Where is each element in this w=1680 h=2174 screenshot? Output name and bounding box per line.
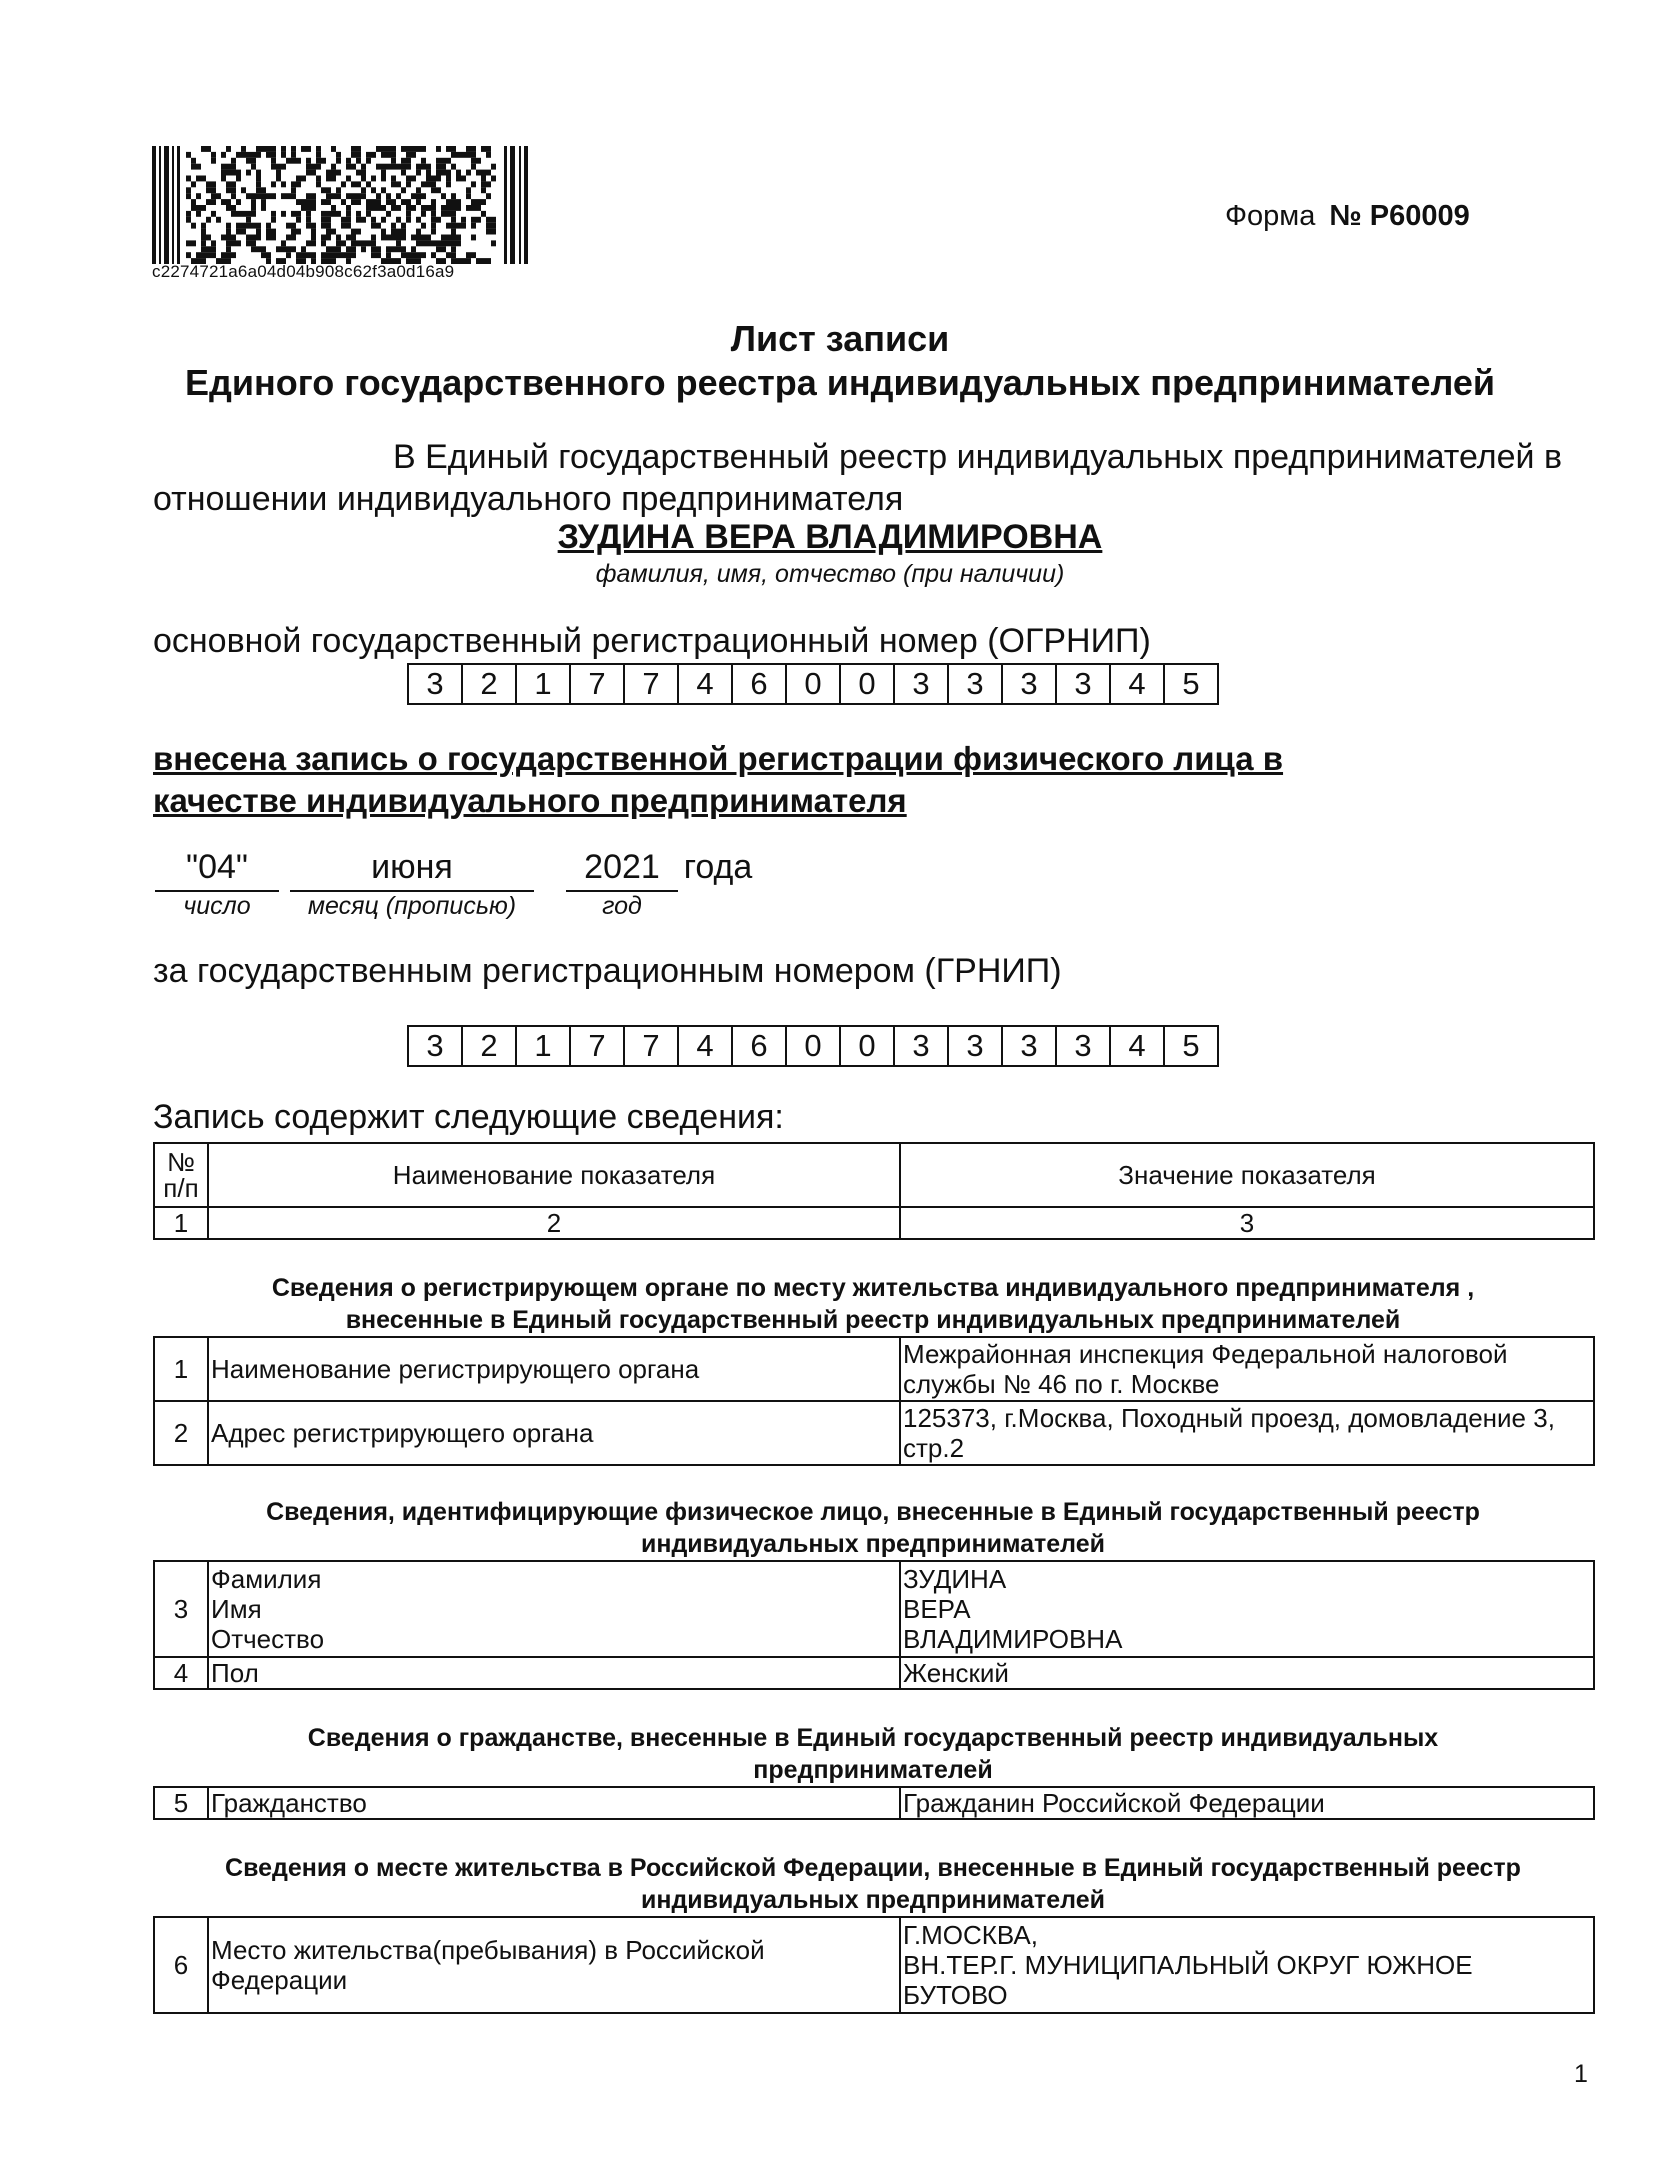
header-numbers-row: [154, 1207, 1594, 1239]
ogrnip-digit: 7: [569, 665, 623, 703]
first-name-label: Имя: [211, 1594, 262, 1624]
row-number: 6: [154, 1917, 208, 2013]
table-row: [154, 1561, 1594, 1657]
document-title-line2: Единого государственного реестра индивидуальных предпринимателей: [184, 362, 1496, 403]
grnip-digit: 5: [1163, 1027, 1217, 1065]
date-year-caption: год: [602, 892, 642, 920]
section-title-residence: [153, 1852, 1593, 1916]
row-name: Место жительства(пребывания) в Российской Федерации: [208, 1917, 900, 2013]
barcode-image: [152, 146, 532, 264]
grnip-digit: 3: [947, 1027, 1001, 1065]
ogrnip-digit: 6: [731, 665, 785, 703]
grnip-label: за государственным регистрационным номером (ГРНИП): [153, 952, 1062, 990]
page-number: 1: [1574, 2060, 1588, 2088]
row-name: Наименование регистрирующего органа: [208, 1337, 900, 1401]
first-name-value: ВЕРА: [903, 1594, 971, 1624]
section1-title-line2: внесенные в Единый государственный реестр индивидуальных предпринимателей: [345, 1306, 1401, 1334]
ogrnip-digit: 3: [426, 666, 444, 701]
entry-line1: внесена запись о государственной регистрации физического лица в: [153, 740, 1284, 777]
header-col-value: Значение показателя: [900, 1143, 1594, 1207]
grnip-digit: 3: [893, 1027, 947, 1065]
residence-line2: ВН.ТЕР.Г. МУНИЦИПАЛЬНЫЙ ОКРУГ ЮЖНОЕ: [903, 1950, 1473, 1980]
grnip-digit: 3: [1055, 1027, 1109, 1065]
section4-title-line2: индивидуальных предпринимателей: [640, 1886, 1106, 1914]
patronymic-value: ВЛАДИМИРОВНА: [903, 1624, 1123, 1654]
table-row: [154, 1787, 1594, 1819]
header-table: [153, 1142, 1595, 1240]
ogrnip-digit: 4: [1109, 665, 1163, 703]
grnip-digit: 7: [569, 1027, 623, 1065]
section4-table: [153, 1916, 1595, 2014]
date-day: "04": [186, 848, 248, 886]
grnip-digit: 0: [785, 1027, 839, 1065]
grnip-digit: 3: [1001, 1027, 1055, 1065]
intro-line1: В Единый государственный реестр индивидуальных предпринимателей в: [393, 438, 1563, 476]
row-number: 5: [154, 1787, 208, 1819]
ogrnip-digit: 1: [515, 665, 569, 703]
ogrnip-digit: 4: [677, 665, 731, 703]
header-col-number: № п/п: [154, 1143, 208, 1207]
header-num-1: 1: [154, 1207, 208, 1239]
grnip-digit: 2: [461, 1027, 515, 1065]
grnip-digit: 0: [839, 1027, 893, 1065]
row-value: Женский: [900, 1657, 1594, 1689]
row-name: [208, 1561, 900, 1657]
date-month: июня: [371, 848, 453, 886]
section2-title-line2: индивидуальных предпринимателей: [640, 1530, 1106, 1558]
ogrnip-digit-boxes: [407, 663, 1219, 705]
ogrnip-digit: 3: [893, 665, 947, 703]
row-name: Гражданство: [208, 1787, 900, 1819]
surname-value: ЗУДИНА: [903, 1564, 1007, 1594]
form-label-text: Форма: [1225, 200, 1316, 232]
ogrnip-digit: 3: [1055, 665, 1109, 703]
row-value: [900, 1561, 1594, 1657]
form-label: [1225, 200, 1470, 233]
form-number: № Р60009: [1329, 200, 1470, 232]
row-value: [900, 1917, 1594, 2013]
row-value: Межрайонная инспекция Федеральной налоговой службы № 46 по г. Москве: [900, 1337, 1594, 1401]
section-title-registering-authority: [153, 1272, 1593, 1336]
table-row: [154, 1401, 1594, 1465]
section3-title-line1: Сведения о гражданстве, внесенные в Единый государственный реестр индивидуальных: [307, 1724, 1439, 1752]
ogrnip-digit: 7: [623, 665, 677, 703]
section4-title-line1: Сведения о месте жительства в Российской Федерации, внесенные в Единый государственный реестр: [225, 1854, 1521, 1882]
row-number: 1: [154, 1337, 208, 1401]
ogrnip-digit: 5: [1163, 665, 1217, 703]
ogrnip-digit: 0: [839, 665, 893, 703]
grnip-digit: 1: [515, 1027, 569, 1065]
header-num-2: 2: [208, 1207, 900, 1239]
row-name: Адрес регистрирующего органа: [208, 1401, 900, 1465]
surname-label: Фамилия: [211, 1564, 322, 1594]
row-number: 3: [154, 1561, 208, 1657]
section3-title-line2: предпринимателей: [753, 1756, 993, 1784]
header-num-3: 3: [900, 1207, 1594, 1239]
ogrnip-digit: 2: [461, 665, 515, 703]
document-title-line1: Лист записи: [730, 318, 950, 359]
ogrnip-digit: 0: [785, 665, 839, 703]
section1-table: [153, 1336, 1595, 1466]
table-row: [154, 1657, 1594, 1689]
date-day-caption: число: [183, 892, 251, 920]
header-col-name: Наименование показателя: [208, 1143, 900, 1207]
entry-statement: [153, 738, 1283, 822]
grnip-digit-boxes: [407, 1025, 1219, 1067]
residence-line1: Г.МОСКВА,: [903, 1920, 1038, 1950]
row-value: 125373, г.Москва, Походный проезд, домовладение 3, стр.2: [900, 1401, 1594, 1465]
grnip-digit: 4: [677, 1027, 731, 1065]
section-title-identification: [153, 1496, 1593, 1560]
section1-title-line1: Сведения о регистрирующем органе по месту жительства индивидуального предпринимателя ,: [271, 1274, 1475, 1302]
person-name-caption: фамилия, имя, отчество (при наличии): [595, 560, 1065, 588]
section2-table: [153, 1560, 1595, 1690]
date-year-suffix: года: [683, 848, 753, 886]
section3-table: [153, 1786, 1595, 1820]
row-number: 4: [154, 1657, 208, 1689]
grnip-digit: 3: [426, 1028, 444, 1063]
contains-label: Запись содержит следующие сведения:: [153, 1098, 784, 1136]
table-row: [154, 1337, 1594, 1401]
section-title-citizenship: [153, 1722, 1593, 1786]
grnip-digit: 7: [623, 1027, 677, 1065]
intro-line2: отношении индивидуального предпринимателя: [153, 480, 904, 518]
intro-text: [153, 436, 1633, 520]
ogrnip-digit: 3: [947, 665, 1001, 703]
patronymic-label: Отчество: [211, 1624, 325, 1654]
row-value: Гражданин Российской Федерации: [900, 1787, 1594, 1819]
section2-title-line1: Сведения, идентифицирующие физическое лицо, внесенные в Единый государственный реестр: [266, 1498, 1480, 1526]
grnip-digit: 4: [1109, 1027, 1163, 1065]
ogrnip-digit: 3: [1001, 665, 1055, 703]
table-row: [154, 1917, 1594, 2013]
date-month-caption: месяц (прописью): [307, 892, 517, 920]
row-name: Пол: [208, 1657, 900, 1689]
ogrnip-label: основной государственный регистрационный номер (ОГРНИП): [153, 622, 1151, 660]
residence-line3: БУТОВО: [903, 1980, 1008, 2010]
date-year: 2021: [584, 848, 660, 886]
person-full-name: ЗУДИНА ВЕРА ВЛАДИМИРОВНА: [557, 518, 1103, 556]
barcode-code: c2274721a6a04d04b908c62f3a0d16a9: [152, 262, 455, 281]
header-row: [154, 1143, 1594, 1207]
entry-line2: качестве индивидуального предпринимателя: [153, 782, 907, 819]
row-number: 2: [154, 1401, 208, 1465]
grnip-digit: 6: [731, 1027, 785, 1065]
